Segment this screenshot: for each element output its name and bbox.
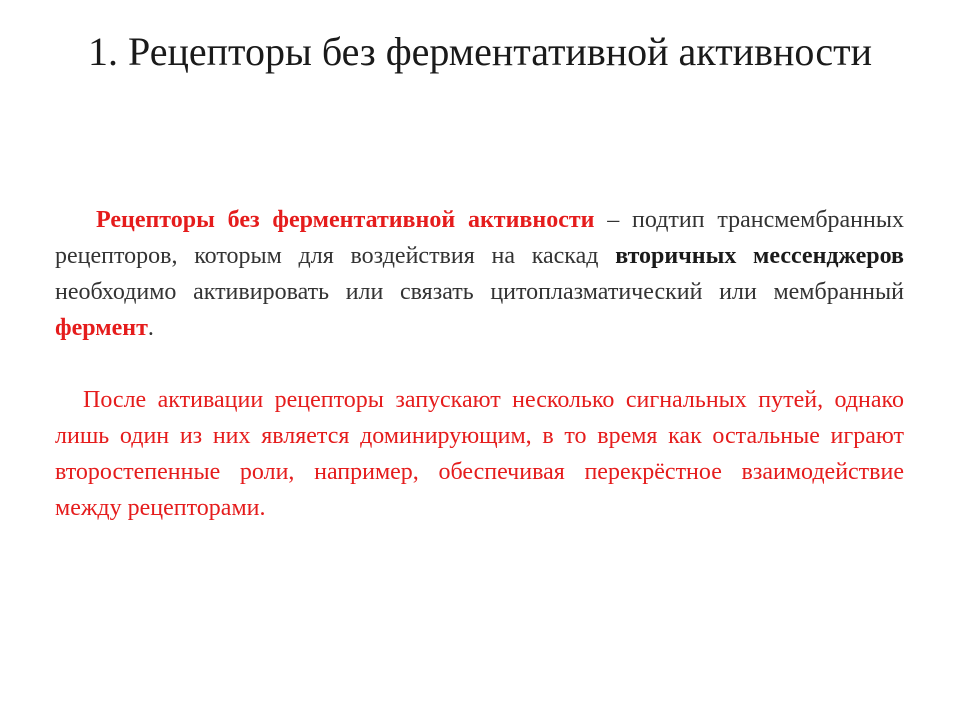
definition-text-2: необходимо активировать или связать цитоплазматический или мембранный (55, 279, 904, 305)
slide-body (55, 202, 904, 526)
activation-paragraph: После активации рецепторы запускают несколько сигнальных путей, однако лишь один из них является доминирующим, в то время как остальные играют второстепенные роли, например, обеспечивая перекрёстное взаимодействие между рецепторами. (55, 387, 904, 521)
slide-title: 1. Рецепторы без ферментативной активности (87, 29, 873, 74)
enzyme-term: фермент (55, 315, 148, 341)
second-messengers-term: вторичных мессенджеров (615, 243, 904, 269)
definition-end: . (147, 315, 154, 341)
definition-paragraph (55, 202, 904, 346)
definition-text-1: – подтип трансмембранных рецепторов, которым для воздействия на каскад (55, 207, 904, 269)
defined-term: Рецепторы без ферментативной активности (96, 207, 595, 233)
